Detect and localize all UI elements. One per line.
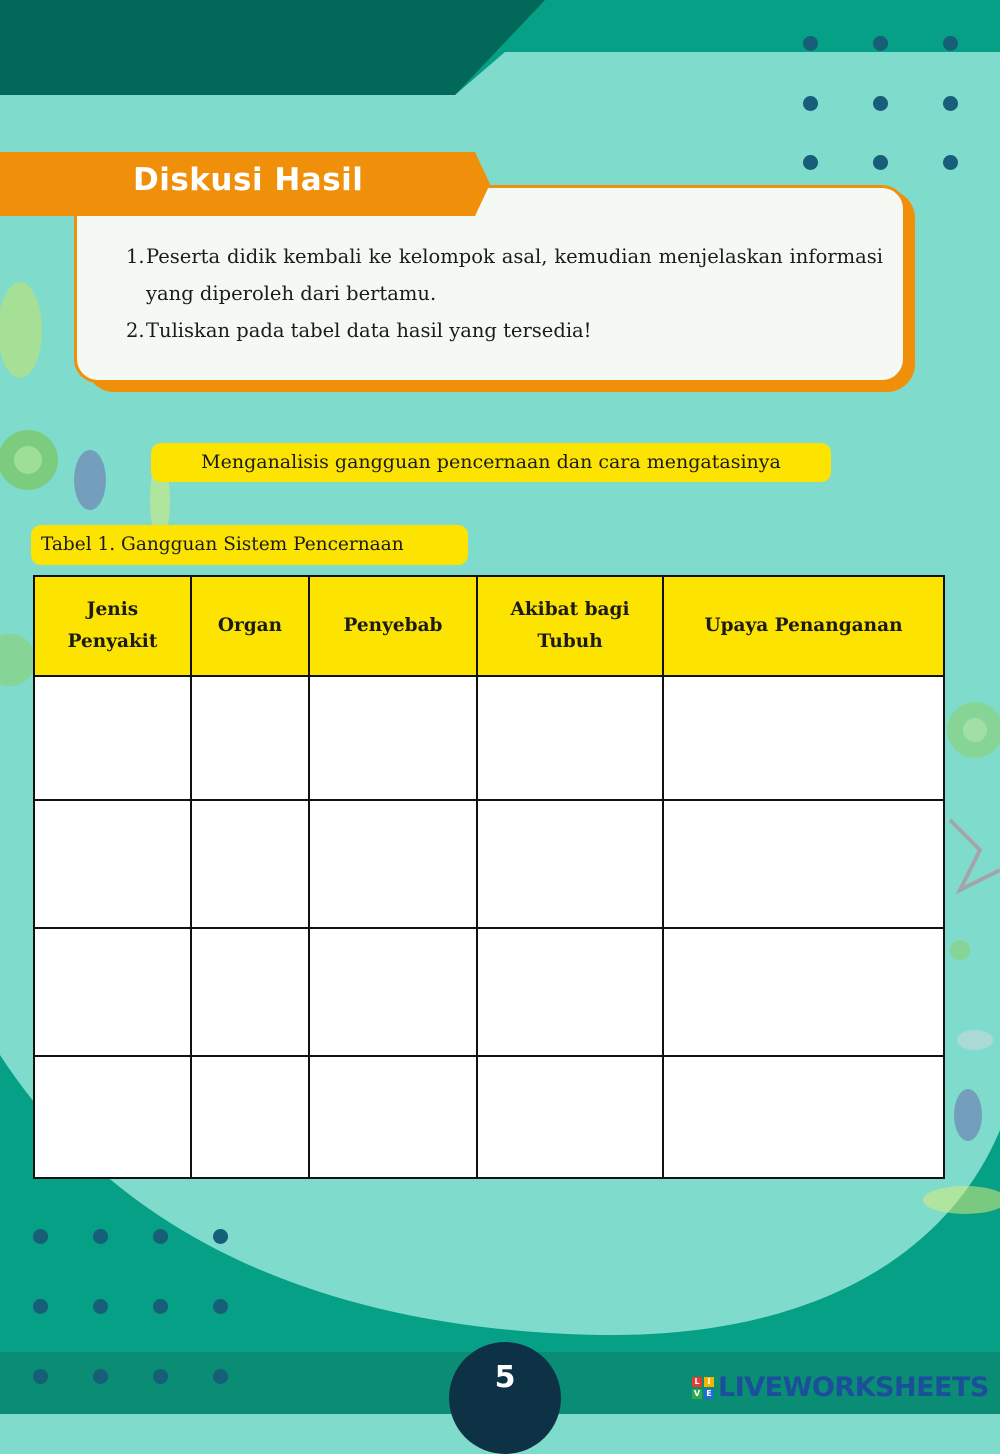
answer-cell[interactable] xyxy=(663,1056,944,1178)
answer-cell[interactable] xyxy=(34,800,191,928)
instruction-text: Peserta didik kembali ke kelompok asal, kemudian menjelaskan informasi yang diperoleh dari bertamu. xyxy=(146,245,883,305)
answer-cell[interactable] xyxy=(663,800,944,928)
answer-cell[interactable] xyxy=(477,676,663,800)
logo-letter: E xyxy=(704,1389,714,1399)
table-caption: Tabel 1. Gangguan Sistem Pencernaan xyxy=(31,525,468,565)
table-row xyxy=(34,676,944,800)
header-jenis-penyakit: Jenis Penyakit xyxy=(34,576,191,676)
logo-letter: V xyxy=(693,1388,701,1398)
answer-cell[interactable] xyxy=(477,928,663,1056)
answer-cell[interactable] xyxy=(191,676,309,800)
answer-cell[interactable] xyxy=(34,928,191,1056)
instruction-number: 1. xyxy=(126,245,145,268)
table-header-row xyxy=(34,576,944,676)
table-row xyxy=(34,800,944,928)
header-akibat-bagi-tubuh: Akibat bagi Tubuh xyxy=(477,576,663,676)
instruction-item xyxy=(126,238,883,312)
liveworksheets-logo-icon xyxy=(692,1377,714,1399)
answer-cell[interactable] xyxy=(663,676,944,800)
answer-cell[interactable] xyxy=(191,800,309,928)
answer-cell[interactable] xyxy=(477,800,663,928)
answer-cell[interactable] xyxy=(191,928,309,1056)
answer-cell[interactable] xyxy=(34,676,191,800)
instruction-list xyxy=(126,238,883,349)
answer-cell[interactable] xyxy=(309,800,477,928)
liveworksheets-logo[interactable] xyxy=(692,1372,989,1403)
answer-cell[interactable] xyxy=(191,1056,309,1178)
page-number: 5 xyxy=(494,1360,516,1395)
answer-cell[interactable] xyxy=(477,1056,663,1178)
table-row xyxy=(34,928,944,1056)
logo-letter: L xyxy=(692,1377,702,1387)
instruction-number: 2. xyxy=(126,319,145,342)
header-penyebab: Penyebab xyxy=(309,576,477,676)
answer-cell[interactable] xyxy=(663,928,944,1056)
page-number-badge xyxy=(449,1342,561,1454)
answer-cell[interactable] xyxy=(309,676,477,800)
logo-letter: I xyxy=(704,1377,714,1387)
liveworksheets-brand: LIVEWORKSHEETS xyxy=(718,1372,989,1403)
header-organ: Organ xyxy=(191,576,309,676)
header-upaya-penanganan: Upaya Penanganan xyxy=(663,576,944,676)
answer-cell[interactable] xyxy=(309,1056,477,1178)
instruction-item xyxy=(126,312,883,349)
answer-cell[interactable] xyxy=(309,928,477,1056)
activity-subtitle: Menganalisis gangguan pencernaan dan cara mengatasinya xyxy=(151,443,831,482)
digestive-disorder-table xyxy=(33,575,945,1179)
instruction-text: Tuliskan pada tabel data hasil yang tersedia! xyxy=(146,319,592,342)
answer-cell[interactable] xyxy=(34,1056,191,1178)
section-title: Diskusi Hasil xyxy=(133,162,364,198)
table-row xyxy=(34,1056,944,1178)
